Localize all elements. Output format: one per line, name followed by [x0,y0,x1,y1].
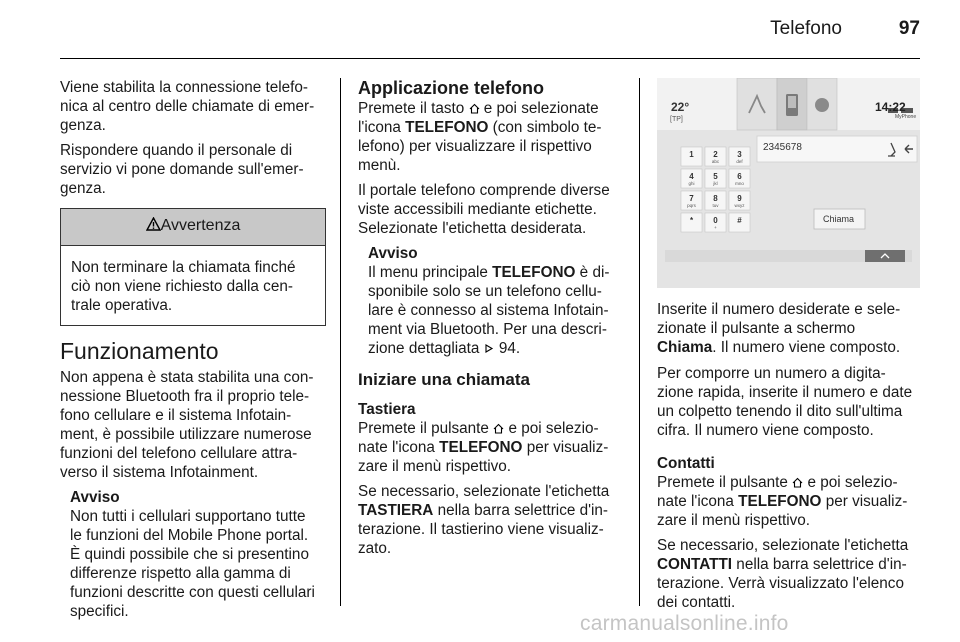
watermark: carmanualsonline.info [580,612,789,635]
keypad-key-digit: 7 [689,194,694,203]
heading-funzionamento: Funzionamento [60,338,219,364]
page-reference-icon [484,343,495,354]
paragraph-speed-dial: Per comporre un numero a digita- zione rapida, inserite il numero e date un colpetto tenendo il dito sull'ultima cifra. Il numero viene composto. [657,365,913,439]
keypad-key-letters: pqrs [687,203,696,208]
keypad-key-letters: def [736,159,743,164]
paragraph-emergency-connection: Viene stabilita la connessione telefo- nica al centro delle chiamate di emer- genza. [60,79,315,134]
keypad-key-digit: 4 [689,172,694,181]
paragraph-open-contacts: Premete il pulsante e poi selezio- nate l'icona TELEFONO per visualiz- zare il menù rispettivo. [657,474,908,529]
note-phone-support: Avviso Non tutti i cellulari supportano tutte le funzioni del Mobile Phone portal. È quindi possibile che si presentino differenze rispetto alla gamma di funzioni descritte con questi cellulari specifici. [70,489,315,620]
paragraph-respond: Rispondere quando il personale di servizio vi pone domande sull'emer- genza. [60,142,304,197]
infotainment-screen-illustration [657,78,920,288]
screen-time: 14:22 [875,100,906,114]
keypad-key-digit: # [737,216,742,225]
page-reference-link[interactable]: 94. [498,340,521,357]
screen-phone-name: MyPhone [895,114,917,120]
keypad-key-letters: tuv [712,203,719,208]
paragraph-select-contatti: Se necessario, selezionate l'etichetta CONTATTI nella barra selettrice d'in- terazione. Verrà visualizzato l'elenco dei contatti. [657,537,909,611]
paragraph-select-tastiera: Se necessario, selezionate l'etichetta TASTIERA nella barra selettrice d'in- terazione. Il tastierino viene visualiz- zato. [358,483,610,557]
heading-tastiera: Tastiera [358,401,416,418]
keypad-key-letters: ghi [688,181,695,186]
keypad-key-digit: 8 [713,194,718,203]
warning-title: Avvertenza [160,217,241,234]
keypad-key-letters: jkl [713,181,718,186]
column-1 [60,78,326,621]
keypad-key-letters: wxyz [734,203,745,208]
warning-icon [146,217,161,231]
paragraph-dial-number: Inserite il numero desiderate e sele- zionate il pulsante a schermo Chiama. Il numero viene composto. [657,301,901,356]
keypad-key-digit: * [689,216,694,225]
keypad-key-digit: 2 [713,150,718,159]
paragraph-portal-views: Il portale telefono comprende diverse viste accessibili mediante etichette. Selezionate l'etichetta desiderata. [358,182,610,237]
keypad-key-letters: mno [735,181,744,186]
keypad-key-digit: 3 [737,150,742,159]
heading-contatti: Contatti [657,455,715,472]
page-title: Telefono [770,18,842,39]
collapse-button [865,250,905,262]
header-rule [60,58,920,59]
keypad-key-digit: 5 [713,172,718,181]
column-divider-2 [639,78,640,606]
column-2 [358,78,624,564]
screen-call-button-label[interactable]: Chiama [823,214,855,224]
home-button-icon [469,103,480,114]
warning-header [61,209,325,246]
warning-body: Non terminare la chiamata finché ciò non viene richiesto dalla cen- trale operativa. [71,259,296,314]
screen-temperature: 22° [671,100,690,114]
column-3 [657,300,927,618]
screen-tp-indicator: [TP] [670,116,683,123]
page-number: 97 [898,18,920,39]
home-button-icon [792,477,803,488]
keypad-key-letters: abc [711,159,720,164]
keypad-key-letters: + [714,225,717,230]
page-header [60,16,920,44]
home-button-icon [493,423,504,434]
keypad-key-digit: 9 [737,194,742,203]
column-divider-1 [340,78,341,606]
keypad-key-digit: 1 [689,150,694,159]
keypad-key-digit: 0 [713,216,718,225]
warning-box [60,208,326,326]
screen-dialed-number: 2345678 [763,142,802,153]
note-main-menu: Avviso Il menu principale TELEFONO è di- sponibile solo se un telefono cellu- lare è connesso al sistema Infotain- ment via Bluetooth. Per una descri- zione dettagliata 94. [368,245,610,357]
info-icon [815,98,829,112]
paragraph-open-phone: Premete il tasto e poi selezionate l'icona TELEFONO (con simbolo te- lefono) per visualizzare il rispettivo menù. [358,100,602,174]
paragraph-open-keypad: Premete il pulsante e poi selezio- nate l'icona TELEFONO per visualiz- zare il menù rispettivo. [358,420,609,475]
keypad-key-digit: 6 [737,172,742,181]
heading-iniziare-chiamata: Iniziare una chiamata [358,370,530,389]
heading-applicazione-telefono: Applicazione telefono [358,78,545,98]
paragraph-bluetooth: Non appena è stata stabilita una con- nessione Bluetooth fra il proprio tele- fono cellulare e il sistema Infotain- ment, è possibile utilizzare numerose funzioni del telefono cellulare attra- verso il sistema Infotainment. [60,369,314,481]
